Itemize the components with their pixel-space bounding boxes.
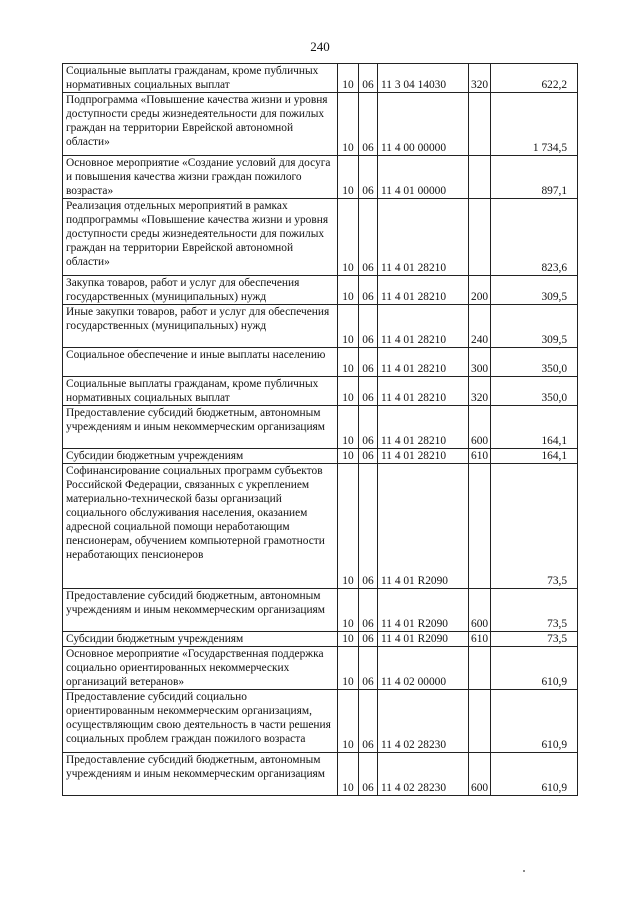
row-name: Подпрограмма «Повышение качества жизни и уровня доступности среды жизнедеятельности для пожилых граждан на территории Еврейской автономной области» bbox=[63, 93, 338, 156]
row-expense-type: 610 bbox=[469, 449, 491, 464]
row-target-article: 11 4 01 28210 bbox=[378, 348, 469, 377]
row-target-article: 11 4 01 R2090 bbox=[378, 589, 469, 632]
table-row bbox=[63, 589, 578, 632]
row-amount: 610,9 bbox=[491, 647, 578, 690]
row-name: Социальное обеспечение и иные выплаты населению bbox=[63, 348, 338, 377]
row-name: Основное мероприятие «Государственная поддержка социально ориентированных некоммерческих организаций ветеранов» bbox=[63, 647, 338, 690]
scan-speck bbox=[523, 870, 525, 872]
row-target-article: 11 4 01 28210 bbox=[378, 199, 469, 276]
row-section: 10 bbox=[338, 64, 359, 93]
row-section: 10 bbox=[338, 464, 359, 589]
row-target-article: 11 4 02 00000 bbox=[378, 647, 469, 690]
row-amount: 350,0 bbox=[491, 377, 578, 406]
row-name: Предоставление субсидий социально ориентированным некоммерческим организациям, осуществляющим свою деятельность в части решения социальных проблем граждан пожилого возраста bbox=[63, 690, 338, 753]
row-amount: 897,1 bbox=[491, 156, 578, 199]
budget-table-body bbox=[63, 64, 578, 796]
row-subsection: 06 bbox=[359, 156, 378, 199]
row-amount: 73,5 bbox=[491, 589, 578, 632]
row-section: 10 bbox=[338, 348, 359, 377]
table-row bbox=[63, 464, 578, 589]
row-name: Субсидии бюджетным учреждениям bbox=[63, 449, 338, 464]
row-subsection: 06 bbox=[359, 406, 378, 449]
row-section: 10 bbox=[338, 156, 359, 199]
row-subsection: 06 bbox=[359, 276, 378, 305]
row-target-article: 11 4 01 28210 bbox=[378, 305, 469, 348]
row-subsection: 06 bbox=[359, 348, 378, 377]
table-row bbox=[63, 753, 578, 796]
row-subsection: 06 bbox=[359, 449, 378, 464]
table-row bbox=[63, 406, 578, 449]
row-expense-type: 600 bbox=[469, 406, 491, 449]
row-name: Предоставление субсидий бюджетным, автономным учреждениям и иным некоммерческим организациям bbox=[63, 406, 338, 449]
row-name: Предоставление субсидий бюджетным, автономным учреждениям и иным некоммерческим организациям bbox=[63, 753, 338, 796]
row-expense-type bbox=[469, 464, 491, 589]
row-section: 10 bbox=[338, 377, 359, 406]
table-row bbox=[63, 377, 578, 406]
table-row bbox=[63, 64, 578, 93]
row-subsection: 06 bbox=[359, 647, 378, 690]
row-section: 10 bbox=[338, 753, 359, 796]
row-subsection: 06 bbox=[359, 589, 378, 632]
row-name: Закупка товаров, работ и услуг для обеспечения государственных (муниципальных) нужд bbox=[63, 276, 338, 305]
row-amount: 622,2 bbox=[491, 64, 578, 93]
row-subsection: 06 bbox=[359, 305, 378, 348]
row-amount: 1 734,5 bbox=[491, 93, 578, 156]
row-section: 10 bbox=[338, 305, 359, 348]
row-target-article: 11 4 01 28210 bbox=[378, 406, 469, 449]
row-amount: 610,9 bbox=[491, 753, 578, 796]
row-name: Социальные выплаты гражданам, кроме публичных нормативных социальных выплат bbox=[63, 377, 338, 406]
row-amount: 309,5 bbox=[491, 305, 578, 348]
row-section: 10 bbox=[338, 199, 359, 276]
row-expense-type: 610 bbox=[469, 632, 491, 647]
row-amount: 164,1 bbox=[491, 449, 578, 464]
row-amount: 73,5 bbox=[491, 464, 578, 589]
row-section: 10 bbox=[338, 449, 359, 464]
budget-table bbox=[62, 63, 578, 796]
table-row bbox=[63, 690, 578, 753]
row-section: 10 bbox=[338, 406, 359, 449]
table-row bbox=[63, 449, 578, 464]
row-expense-type: 600 bbox=[469, 753, 491, 796]
row-expense-type: 240 bbox=[469, 305, 491, 348]
row-name: Предоставление субсидий бюджетным, автономным учреждениям и иным некоммерческим организациям bbox=[63, 589, 338, 632]
table-row bbox=[63, 348, 578, 377]
row-section: 10 bbox=[338, 589, 359, 632]
row-target-article: 11 4 02 28230 bbox=[378, 753, 469, 796]
row-expense-type: 300 bbox=[469, 348, 491, 377]
row-expense-type: 600 bbox=[469, 589, 491, 632]
row-name: Субсидии бюджетным учреждениям bbox=[63, 632, 338, 647]
row-name: Основное мероприятие «Создание условий для досуга и повышения качества жизни граждан пожилого возраста» bbox=[63, 156, 338, 199]
row-target-article: 11 4 01 28210 bbox=[378, 276, 469, 305]
row-subsection: 06 bbox=[359, 93, 378, 156]
row-subsection: 06 bbox=[359, 199, 378, 276]
row-subsection: 06 bbox=[359, 64, 378, 93]
table-row bbox=[63, 156, 578, 199]
table-row bbox=[63, 199, 578, 276]
row-section: 10 bbox=[338, 276, 359, 305]
row-expense-type: 320 bbox=[469, 64, 491, 93]
row-expense-type bbox=[469, 93, 491, 156]
row-name: Софинансирование социальных программ субъектов Российской Федерации, связанных с укреплением материально-технической базы организаций социального обслуживания населения, оказанием адресной социальной помощи неработающим пенсионерам, обучением компьютерной грамотности неработающих пенсионеров bbox=[63, 464, 338, 589]
row-name: Социальные выплаты гражданам, кроме публичных нормативных социальных выплат bbox=[63, 64, 338, 93]
row-amount: 164,1 bbox=[491, 406, 578, 449]
row-expense-type bbox=[469, 199, 491, 276]
row-target-article: 11 4 01 00000 bbox=[378, 156, 469, 199]
row-amount: 823,6 bbox=[491, 199, 578, 276]
row-target-article: 11 4 01 28210 bbox=[378, 377, 469, 406]
row-expense-type bbox=[469, 690, 491, 753]
row-target-article: 11 4 00 00000 bbox=[378, 93, 469, 156]
row-name: Реализация отдельных мероприятий в рамках подпрограммы «Повышение качества жизни и уровня доступности среды жизнедеятельности для пожилых граждан на территории Еврейской автономной области» bbox=[63, 199, 338, 276]
row-subsection: 06 bbox=[359, 690, 378, 753]
row-amount: 73,5 bbox=[491, 632, 578, 647]
row-name: Иные закупки товаров, работ и услуг для обеспечения государственных (муниципальных) нужд bbox=[63, 305, 338, 348]
row-subsection: 06 bbox=[359, 464, 378, 589]
row-amount: 350,0 bbox=[491, 348, 578, 377]
row-amount: 309,5 bbox=[491, 276, 578, 305]
table-row bbox=[63, 93, 578, 156]
table-row bbox=[63, 276, 578, 305]
row-target-article: 11 4 01 28210 bbox=[378, 449, 469, 464]
row-section: 10 bbox=[338, 690, 359, 753]
table-row bbox=[63, 305, 578, 348]
row-expense-type bbox=[469, 156, 491, 199]
row-target-article: 11 4 01 R2090 bbox=[378, 464, 469, 589]
row-amount: 610,9 bbox=[491, 690, 578, 753]
row-expense-type: 200 bbox=[469, 276, 491, 305]
row-expense-type: 320 bbox=[469, 377, 491, 406]
row-subsection: 06 bbox=[359, 632, 378, 647]
row-subsection: 06 bbox=[359, 377, 378, 406]
table-row bbox=[63, 632, 578, 647]
row-section: 10 bbox=[338, 93, 359, 156]
row-target-article: 11 3 04 14030 bbox=[378, 64, 469, 93]
table-row bbox=[63, 647, 578, 690]
row-subsection: 06 bbox=[359, 753, 378, 796]
row-target-article: 11 4 01 R2090 bbox=[378, 632, 469, 647]
row-target-article: 11 4 02 28230 bbox=[378, 690, 469, 753]
row-expense-type bbox=[469, 647, 491, 690]
row-section: 10 bbox=[338, 632, 359, 647]
row-section: 10 bbox=[338, 647, 359, 690]
page-number: 240 bbox=[310, 39, 330, 54]
